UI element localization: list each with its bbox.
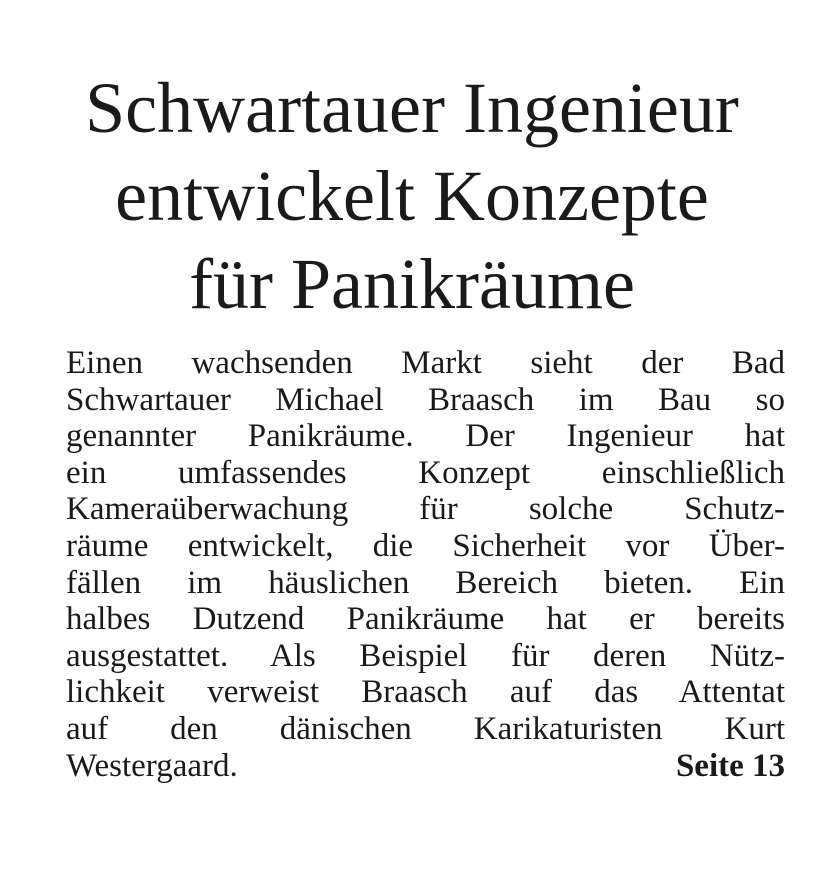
body-line: ausgestattet. Als Beispiel für deren Nütz- bbox=[66, 637, 785, 674]
body-line: halbes Dutzend Panikräume hat er bereits bbox=[66, 601, 785, 638]
body-line: ein umfassendes Konzept einschließlich bbox=[66, 454, 785, 491]
headline-line-1: Schwartauer Ingenieur bbox=[85, 68, 739, 148]
body-line: Kameraüberwachung für solche Schutz- bbox=[66, 491, 785, 528]
headline-line-2: entwickelt Konzepte bbox=[115, 156, 709, 236]
body-line: Einen wachsenden Markt sieht der Bad bbox=[66, 345, 785, 381]
body-line: lichkeit verweist Braasch auf das Attentat bbox=[66, 674, 785, 711]
article-body bbox=[66, 345, 785, 784]
body-line: auf den dänischen Karikaturisten Kurt bbox=[66, 710, 785, 747]
headline bbox=[0, 64, 824, 328]
body-line-end: Westergaard. bbox=[66, 747, 238, 784]
body-line: genannter Panikräume. Der Ingenieur hat bbox=[66, 418, 785, 455]
body-last-line bbox=[66, 748, 785, 785]
body-line: räume entwickelt, die Sicherheit vor Über- bbox=[66, 527, 785, 564]
body-line: Schwartauer Michael Braasch im Bau so bbox=[66, 381, 785, 418]
headline-line-3: für Panikräume bbox=[189, 244, 635, 324]
page-reference[interactable]: Seite 13 bbox=[675, 747, 785, 784]
body-line: fällen im häuslichen Bereich bieten. Ein bbox=[66, 564, 785, 601]
